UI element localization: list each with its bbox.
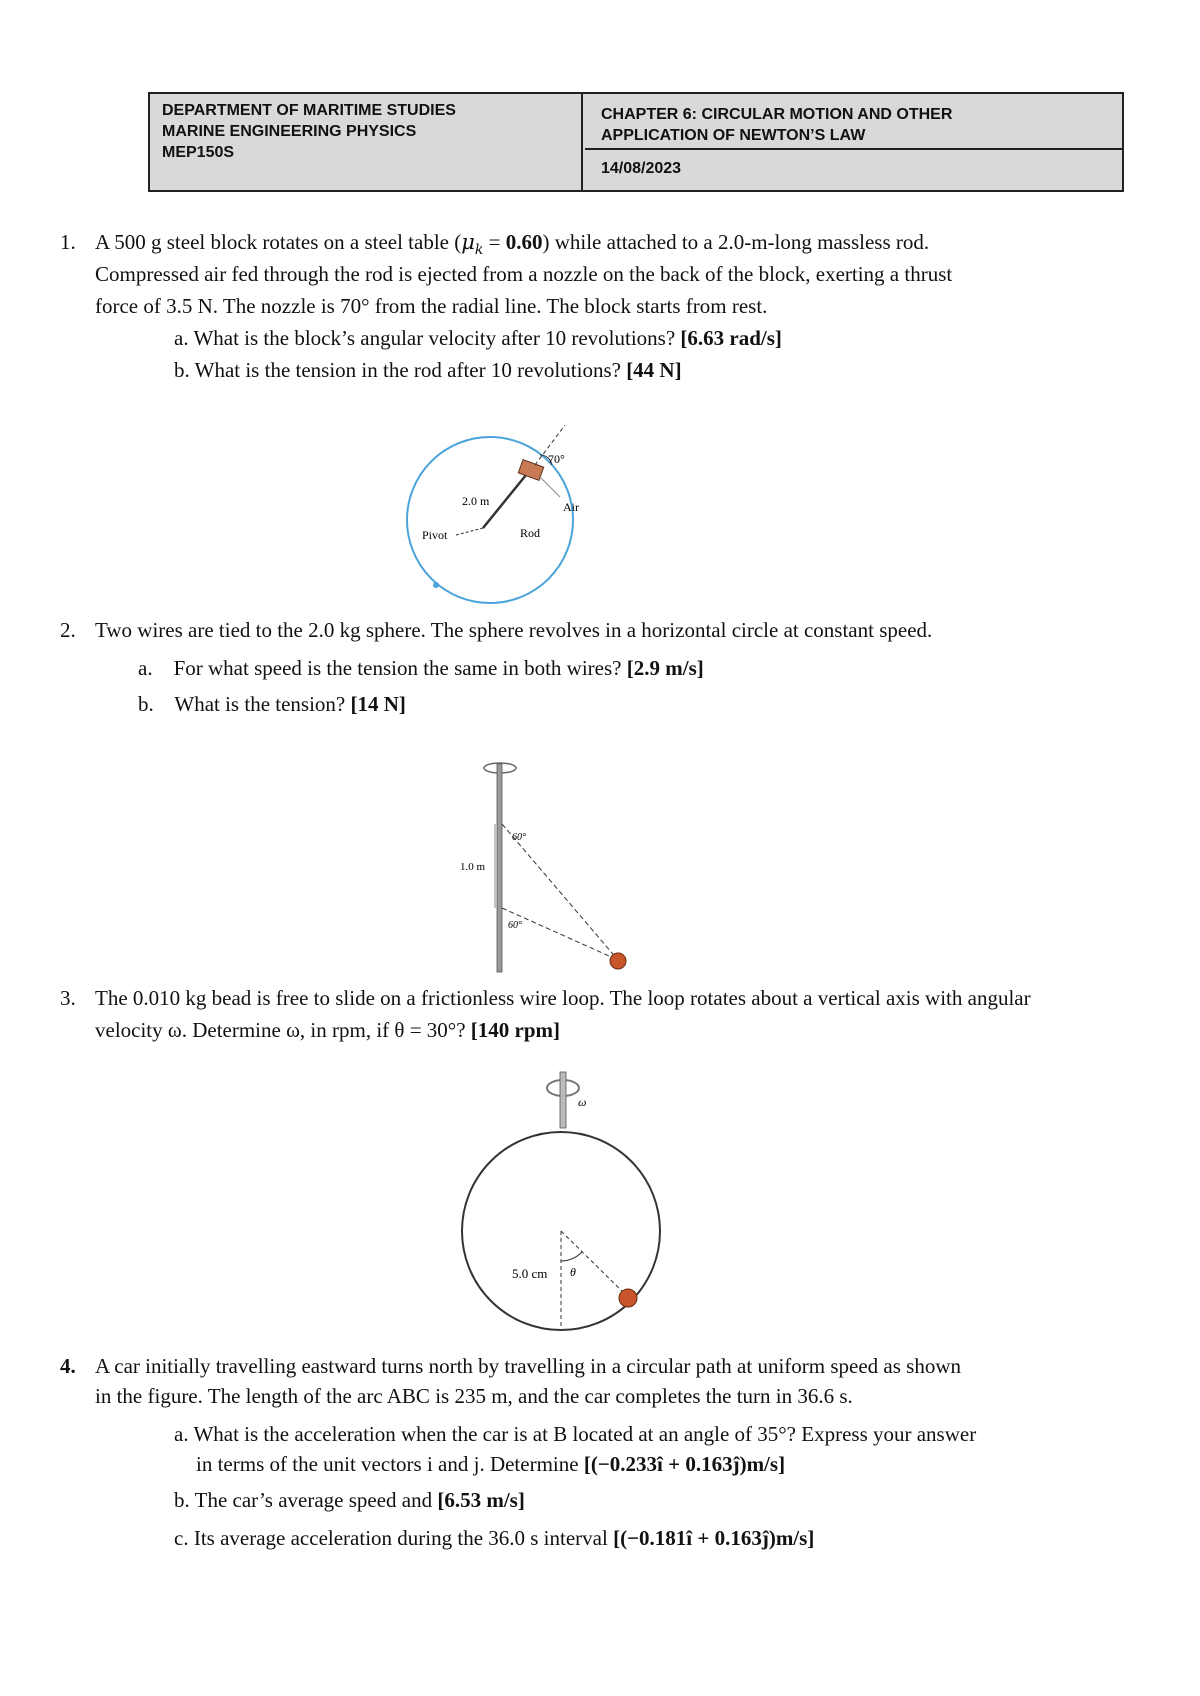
answer: [2.9 m/s] — [626, 656, 704, 680]
q1-figure — [400, 425, 600, 610]
mu-symbol: μ — [461, 230, 475, 254]
question-1-line3: force of 3.5 N. The nozzle is 70° from the radial line. The block starts from rest. — [95, 294, 768, 318]
radius-label: 2.0 m — [462, 494, 490, 508]
part-text: in terms of the unit vectors i and j. Determine — [196, 1452, 579, 1476]
q3-figure — [460, 1066, 670, 1336]
answer: [6.63 rad/s] — [680, 326, 782, 350]
part-text: What is the tension? — [174, 692, 346, 716]
course-name: MARINE ENGINEERING PHYSICS — [162, 123, 417, 140]
radius-label: 5.0 cm — [512, 1266, 548, 1281]
question-3-line2 — [95, 1014, 1185, 1046]
length-label: 1.0 m — [460, 861, 486, 873]
header-chapter-cell — [585, 94, 1122, 150]
q1-text-a: A 500 g steel block rotates on a steel table ( — [95, 230, 462, 254]
theta-label: θ — [570, 1265, 576, 1279]
bead — [619, 1289, 637, 1307]
question-number: 4. — [60, 1354, 76, 1378]
q4-part-b — [174, 1484, 525, 1516]
q1-part-b — [174, 354, 682, 386]
answer: [(−0.233î + 0.163ĵ)m/s] — [583, 1452, 786, 1476]
header-course-cell — [150, 94, 583, 190]
part-label: a. — [174, 1422, 189, 1446]
q1-text-b: ) while attached to a 2.0-m-long massless rod. — [542, 230, 930, 254]
pivot-leader — [456, 528, 483, 535]
date: 14/08/2023 — [601, 160, 682, 177]
question-3-line1: The 0.010 kg bead is free to slide on a frictionless wire loop. The loop rotates about a vertical axis with angular — [95, 986, 1031, 1010]
part-text: For what speed is the tension the same in both wires? — [173, 656, 622, 680]
part-label: b. — [138, 692, 154, 716]
part-label: b. — [174, 1488, 190, 1512]
part-text: Its average acceleration during the 36.0 s interval — [193, 1526, 608, 1550]
lower-angle-label: 60° — [508, 920, 522, 931]
question-4-line2: in the figure. The length of the arc ABC is 235 m, and the car completes the turn in 36.6 s. — [95, 1384, 853, 1408]
chapter-title-line1: CHAPTER 6: CIRCULAR MOTION AND OTHER — [601, 106, 953, 123]
part-label: b. — [174, 358, 190, 382]
question-number: 3. — [60, 986, 76, 1010]
angle-label: 70° — [548, 452, 565, 466]
question-number: 2. — [60, 618, 76, 642]
omega-label: ω — [578, 1095, 587, 1109]
department-name: DEPARTMENT OF MARITIME STUDIES — [162, 102, 456, 119]
header-table — [148, 92, 1124, 192]
q4-part-a-line2 — [196, 1448, 785, 1480]
q4-part-a-line1 — [174, 1418, 976, 1450]
answer: [14 N] — [350, 692, 406, 716]
mu-subscript: k — [474, 242, 484, 259]
rod-label: Rod — [520, 526, 541, 540]
q2-part-a — [138, 652, 704, 684]
answer: [(−0.181î + 0.163ĵ)m/s] — [613, 1526, 815, 1550]
header-date-cell — [585, 152, 1122, 190]
part-text: The car’s average speed and — [194, 1488, 433, 1512]
q2-part-b — [138, 688, 406, 720]
question-number: 1. — [60, 230, 76, 254]
part-text: What is the tension in the rod after 10 revolutions? — [194, 358, 621, 382]
path-marker — [433, 582, 439, 588]
answer: [44 N] — [626, 358, 682, 382]
q1-part-a — [174, 322, 782, 354]
course-code: MEP150S — [162, 144, 235, 161]
q2-figure — [440, 758, 640, 973]
part-label: a. — [174, 326, 189, 350]
q3-text: velocity ω. Determine ω, in rpm, if θ = 30°? — [95, 1018, 466, 1042]
pivot-label: Pivot — [422, 528, 448, 542]
part-text: What is the acceleration when the car is at B located at an angle of 35°? Express your answer — [193, 1422, 977, 1446]
vertical-pole — [497, 764, 502, 972]
lower-wire — [502, 908, 618, 960]
bead-radius — [561, 1231, 627, 1296]
upper-wire — [502, 824, 618, 960]
part-text: What is the block’s angular velocity after 10 revolutions? — [193, 326, 676, 350]
air-jet — [540, 477, 560, 497]
q4-part-c — [174, 1522, 814, 1554]
question-2-text: Two wires are tied to the 2.0 kg sphere. The sphere revolves in a horizontal circle at constant speed. — [95, 618, 933, 642]
chapter-title-line2: APPLICATION OF NEWTON’S LAW — [601, 127, 866, 144]
vertical-axis — [560, 1072, 566, 1128]
question-1-line2: Compressed air fed through the rod is ejected from a nozzle on the back of the block, exerting a thrust — [95, 262, 953, 286]
answer: [140 rpm] — [470, 1018, 561, 1042]
mu-equals: = — [483, 230, 506, 254]
rod — [483, 475, 526, 528]
question-4-line1: A car initially travelling eastward turns north by travelling in a circular path at uniform speed as shown — [95, 1354, 962, 1378]
theta-arc — [561, 1252, 582, 1261]
part-label: a. — [138, 656, 153, 680]
answer: [6.53 m/s] — [437, 1488, 525, 1512]
part-label: c. — [174, 1526, 189, 1550]
upper-angle-label: 60° — [512, 832, 526, 843]
sphere — [610, 953, 626, 969]
mu-value: 0.60 — [505, 230, 543, 254]
air-label: Air — [563, 500, 579, 514]
